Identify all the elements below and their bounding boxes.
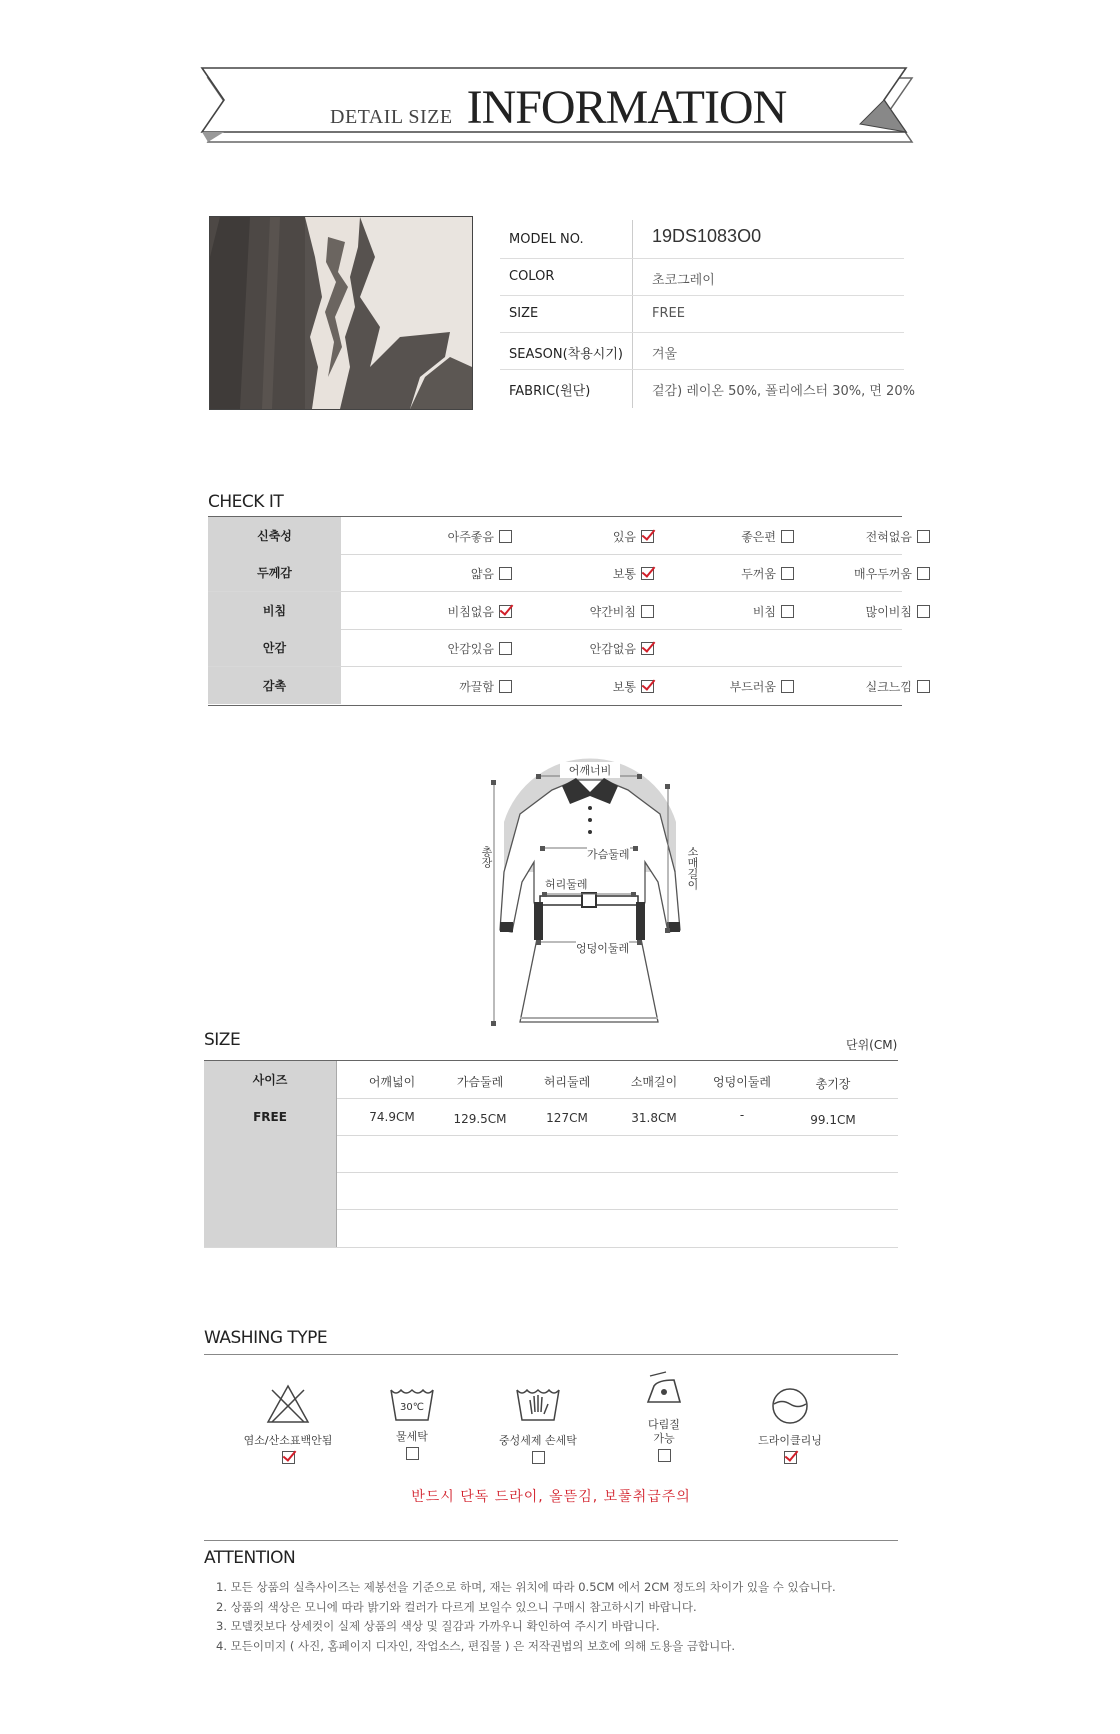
attention-title: ATTENTION <box>204 1548 296 1568</box>
check-option[interactable] <box>514 678 654 694</box>
size-table <box>204 1060 898 1248</box>
checkbox[interactable] <box>406 1447 419 1460</box>
checkbox[interactable] <box>499 530 512 543</box>
check-option-label: 전혀없음 <box>865 530 912 544</box>
size-value: 99.1CM <box>810 1113 856 1127</box>
info-value: 겉감) 레이온 50%, 폴리에스터 30%, 면 20% <box>652 384 915 399</box>
check-option-label: 부드러움 <box>729 680 776 694</box>
info-row-fabric <box>500 370 915 406</box>
size-value: 127CM <box>546 1111 588 1125</box>
checkbox[interactable] <box>499 605 512 618</box>
diagram-label-chest: 가슴둘레 <box>587 848 630 861</box>
size-header-label: 사이즈 <box>204 1061 336 1098</box>
size-value: - <box>739 1108 745 1122</box>
check-row <box>208 629 902 667</box>
checkbox[interactable] <box>917 605 930 618</box>
info-row-season <box>500 333 904 370</box>
check-option-label: 두꺼움 <box>741 567 776 581</box>
wash-item-water <box>357 1380 467 1460</box>
iron-icon <box>640 1360 688 1412</box>
washing-divider <box>204 1354 898 1355</box>
info-value: FREE <box>652 306 685 321</box>
checkbox[interactable] <box>658 1449 671 1462</box>
info-value: 겨울 <box>652 347 678 362</box>
checkbox[interactable] <box>499 680 512 693</box>
checkbox[interactable] <box>282 1451 295 1464</box>
size-value: 129.5CM <box>453 1112 507 1126</box>
check-option[interactable] <box>514 565 654 581</box>
check-option[interactable] <box>372 528 512 544</box>
size-title: SIZE <box>204 1030 241 1050</box>
check-option[interactable] <box>372 603 512 619</box>
size-diagram <box>470 752 710 1034</box>
info-row-color <box>500 259 904 296</box>
check-option[interactable] <box>790 565 930 581</box>
hand-wash-icon <box>514 1380 562 1428</box>
wash-label: 다림질 가능 <box>648 1418 680 1445</box>
check-row <box>208 592 912 630</box>
check-it-table <box>208 516 912 706</box>
size-row <box>204 1098 898 1136</box>
check-option-label: 안감없음 <box>589 642 636 656</box>
size-value: 74.9CM <box>369 1110 415 1124</box>
checkbox[interactable] <box>641 567 654 580</box>
wash-label: 물세탁 <box>396 1430 428 1443</box>
page-subtitle: DETAIL SIZE <box>330 106 453 128</box>
check-option[interactable] <box>654 565 794 581</box>
dry-clean-icon <box>766 1380 814 1428</box>
size-column-header: 허리둘레 <box>543 1075 591 1089</box>
check-row <box>208 667 912 704</box>
check-option[interactable] <box>654 603 794 619</box>
check-option-label: 약간비침 <box>589 605 636 619</box>
page-title-main: INFORMATION <box>466 81 787 134</box>
info-label: FABRIC(원단) <box>509 384 591 399</box>
size-column-header: 어깨넓이 <box>368 1075 416 1089</box>
attention-divider <box>204 1540 898 1541</box>
info-label: SEASON(착용시기) <box>509 347 623 362</box>
check-option[interactable] <box>372 565 512 581</box>
attention-item: 3. 모델컷보다 상세컷이 실제 상품의 색상 및 질감과 가까우니 확인하여 주시기 바랍니다. <box>216 1619 660 1633</box>
info-value: 초코그레이 <box>652 273 715 288</box>
check-row-label: 비침 <box>208 592 341 629</box>
water-temperature: 30℃ <box>400 1402 424 1413</box>
washing-warning: 반드시 단독 드라이, 올뜯김, 보풀취급주의 <box>411 1489 691 1505</box>
wash-item-hand-wash <box>483 1380 593 1464</box>
checkbox[interactable] <box>499 642 512 655</box>
check-row-label: 안감 <box>208 629 341 666</box>
wash-label: 염소/산소표백안됨 <box>243 1434 333 1447</box>
size-column-header: 엉덩이둘레 <box>713 1075 771 1089</box>
check-option-label: 매우두꺼움 <box>854 567 912 581</box>
checkbox[interactable] <box>499 567 512 580</box>
check-option[interactable] <box>790 603 930 619</box>
check-option[interactable] <box>654 678 794 694</box>
checkbox[interactable] <box>917 680 930 693</box>
check-option-label: 안감있음 <box>447 642 494 656</box>
check-row-label: 감촉 <box>208 667 341 704</box>
wash-item-iron <box>609 1360 719 1462</box>
diagram-label-length: 총장 <box>480 846 493 868</box>
check-option[interactable] <box>514 528 654 544</box>
check-row-label: 두께감 <box>208 554 341 591</box>
info-row-size <box>500 296 904 333</box>
check-option-label: 보통 <box>612 567 636 581</box>
wash-label: 드라이클리닝 <box>758 1434 822 1447</box>
size-column-header: 소매길이 <box>630 1075 678 1089</box>
size-row-label: FREE <box>204 1098 336 1135</box>
check-option-label: 얇음 <box>470 567 494 581</box>
check-option[interactable] <box>514 640 654 656</box>
attention-item: 2. 상품의 색상은 모니에 따라 밝기와 컬러가 다르게 보일수 있으니 구매시 참고하시기 바랍니다. <box>216 1599 697 1614</box>
checkbox[interactable] <box>784 1451 797 1464</box>
check-option[interactable] <box>514 603 654 619</box>
checkbox[interactable] <box>917 567 930 580</box>
size-row-label <box>204 1135 336 1172</box>
check-option-label: 아주좋음 <box>447 530 494 544</box>
check-row-label: 신축성 <box>208 517 341 554</box>
wash-item-no-bleach <box>233 1380 343 1464</box>
check-option-label: 비침 <box>752 605 776 619</box>
check-row <box>208 517 912 555</box>
size-row-label <box>204 1172 336 1209</box>
no-bleach-icon <box>264 1380 312 1428</box>
attention-item: 4. 모든이미지 ( 사진, 홈페이지 디자인, 작업소스, 편집물 ) 은 저작권법의 보호에 의해 도용을 금합니다. <box>216 1638 735 1653</box>
fabric-swatch-image <box>209 216 473 410</box>
check-option[interactable] <box>790 528 930 544</box>
check-option-label: 실크느낌 <box>865 680 912 694</box>
info-label: COLOR <box>509 269 555 284</box>
checkbox[interactable] <box>917 530 930 543</box>
attention-item: 1. 모든 상품의 실측사이즈는 제봉선을 기준으로 하며, 재는 위치에 따라 0.5CM 에서 2CM 정도의 차이가 있을 수 있습니다. <box>216 1580 836 1594</box>
check-row <box>208 554 912 592</box>
check-option[interactable] <box>372 678 512 694</box>
check-option-label: 까끌함 <box>459 680 494 694</box>
check-option-label: 좋은편 <box>741 530 776 544</box>
size-row-label <box>204 1209 336 1247</box>
attention-list <box>216 1578 906 1656</box>
diagram-label-shoulder: 어깨너비 <box>560 762 620 778</box>
size-column-header: 가슴둘레 <box>456 1075 504 1089</box>
size-header-row <box>204 1061 898 1099</box>
checkbox[interactable] <box>532 1451 545 1464</box>
diagram-label-waist: 허리둘레 <box>545 878 588 891</box>
check-option-label: 많이비침 <box>865 605 912 619</box>
checkbox[interactable] <box>641 605 654 618</box>
size-column-header: 총기장 <box>815 1077 851 1091</box>
checkbox[interactable] <box>641 642 654 655</box>
size-table-divider <box>336 1061 337 1247</box>
washing-title: WASHING TYPE <box>204 1328 328 1348</box>
check-option[interactable] <box>372 640 512 656</box>
size-row <box>204 1135 898 1173</box>
checkbox[interactable] <box>641 530 654 543</box>
wash-label: 중성세제 손세탁 <box>499 1434 577 1447</box>
check-option[interactable] <box>654 528 794 544</box>
model-number: 19DS1083O0 <box>652 226 762 246</box>
info-row-model <box>500 222 904 259</box>
info-label: MODEL NO. <box>509 232 584 247</box>
diagram-label-sleeve: 소매길이 <box>686 846 699 890</box>
size-row <box>204 1172 898 1210</box>
check-it-title: CHECK IT <box>208 492 284 512</box>
check-option-label: 비침없음 <box>447 605 494 619</box>
info-label: SIZE <box>509 306 539 321</box>
size-unit: 단위(CM) <box>846 1038 898 1052</box>
checkbox[interactable] <box>641 680 654 693</box>
check-option-label: 보통 <box>612 680 636 694</box>
size-row <box>204 1209 898 1248</box>
size-value: 31.8CM <box>631 1111 677 1125</box>
wash-item-dry-clean <box>735 1380 845 1464</box>
check-option[interactable] <box>790 678 930 694</box>
diagram-label-hip: 엉덩이둘레 <box>576 942 630 955</box>
page-title <box>330 80 890 132</box>
check-option-label: 있음 <box>612 530 636 544</box>
